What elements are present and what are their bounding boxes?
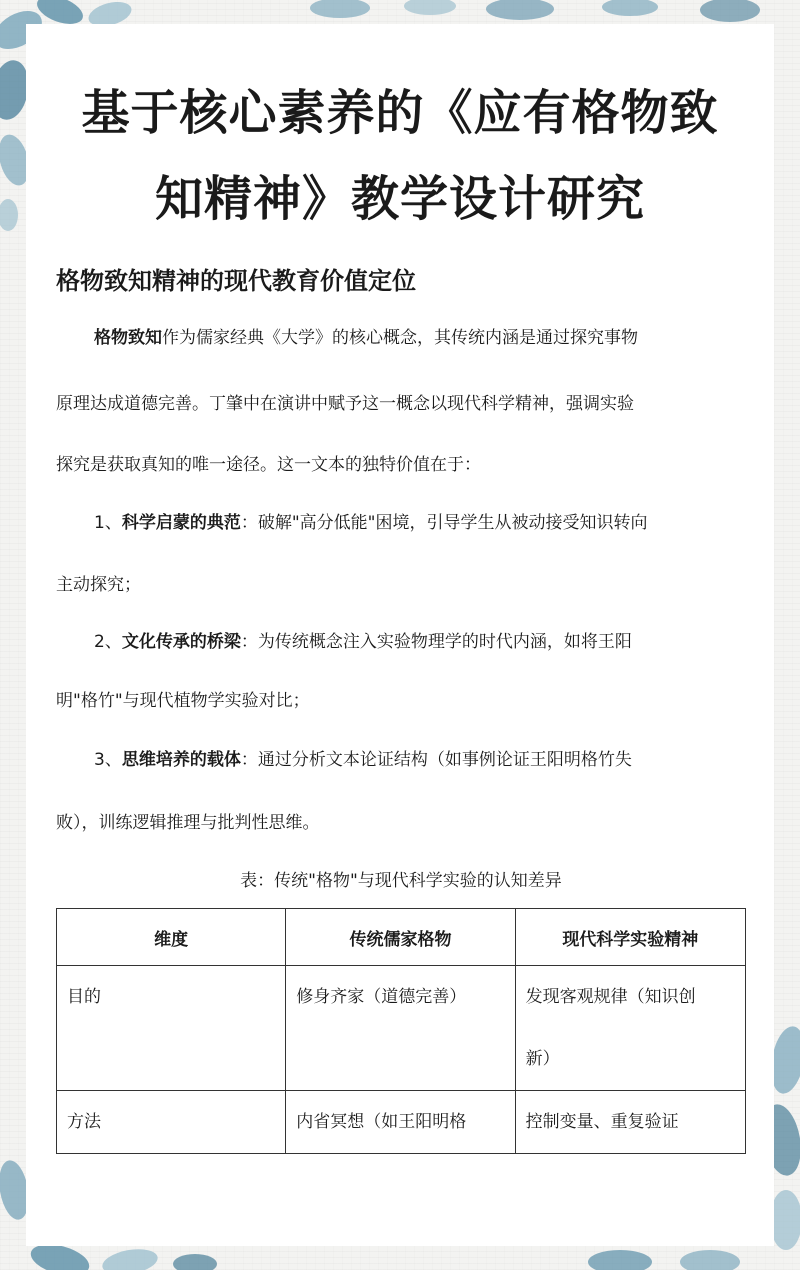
point-3-line-2: 败），训练逻辑推理与批判性思维。 <box>56 813 320 833</box>
point-3-number: 3、 <box>94 750 122 770</box>
point-2-line-2: 明"格竹"与现代植物学实验对比； <box>56 691 310 711</box>
table-cell-line: 发现客观规律（知识创 <box>525 987 696 1007</box>
intro-line-2: 原理达成道德完善。丁肇中在演讲中赋予这一概念以现代科学精神，强调实验 <box>56 394 634 414</box>
table-cell: 控制变量、重复验证 <box>515 1091 745 1154</box>
table-caption: 表：传统"格物"与现代科学实验的认知差异 <box>240 871 562 891</box>
table-header-row <box>57 909 746 966</box>
table-header-cell: 现代科学实验精神 <box>515 909 745 966</box>
table-cell-line: 新） <box>525 1049 560 1069</box>
point-1-text: ：破解"高分低能"困境，引导学生从被动接受知识转向 <box>240 513 648 533</box>
intro-line-1-text: 作为儒家经典《大学》的核心概念，其传统内涵是通过探究事物 <box>162 328 638 348</box>
intro-line-1 <box>56 325 746 351</box>
point-2-text: ：为传统概念注入实验物理学的时代内涵，如将王阳 <box>240 632 632 652</box>
point-3-text: ：通过分析文本论证结构（如事例论证王阳明格竹失 <box>240 750 632 770</box>
section-heading: 格物致知精神的现代教育价值定位 <box>56 267 416 295</box>
table-row <box>57 966 746 1091</box>
table-cell: 内省冥想（如王阳明格 <box>286 1091 515 1154</box>
point-1-keyword: 科学启蒙的典范 <box>121 513 241 533</box>
table-cell: 修身齐家（道德完善） <box>286 966 515 1091</box>
point-1-number: 1、 <box>94 513 122 533</box>
table-header-cell: 传统儒家格物 <box>286 909 515 966</box>
table-cell <box>515 966 745 1091</box>
point-1-line-2: 主动探究； <box>56 575 141 595</box>
page-title <box>40 70 760 242</box>
title-line-1: 基于核心素养的《应有格物致 <box>81 85 719 141</box>
table-cell: 目的 <box>57 966 286 1091</box>
point-2-number: 2、 <box>94 632 122 652</box>
point-3-line-1 <box>56 747 746 773</box>
table-cell: 方法 <box>57 1091 286 1154</box>
point-2-keyword: 文化传承的桥梁 <box>121 632 241 652</box>
point-3-keyword: 思维培养的载体 <box>121 750 241 770</box>
point-1-line-1 <box>56 510 746 536</box>
title-line-2: 知精神》教学设计研究 <box>154 171 645 227</box>
comparison-table <box>56 908 746 1154</box>
table-row <box>57 1091 746 1154</box>
point-2-line-1 <box>56 629 746 655</box>
table-header-cell: 维度 <box>57 909 286 966</box>
intro-keyword: 格物致知 <box>94 328 162 348</box>
intro-line-3: 探究是获取真知的唯一途径。这一文本的独特价值在于： <box>56 455 481 475</box>
